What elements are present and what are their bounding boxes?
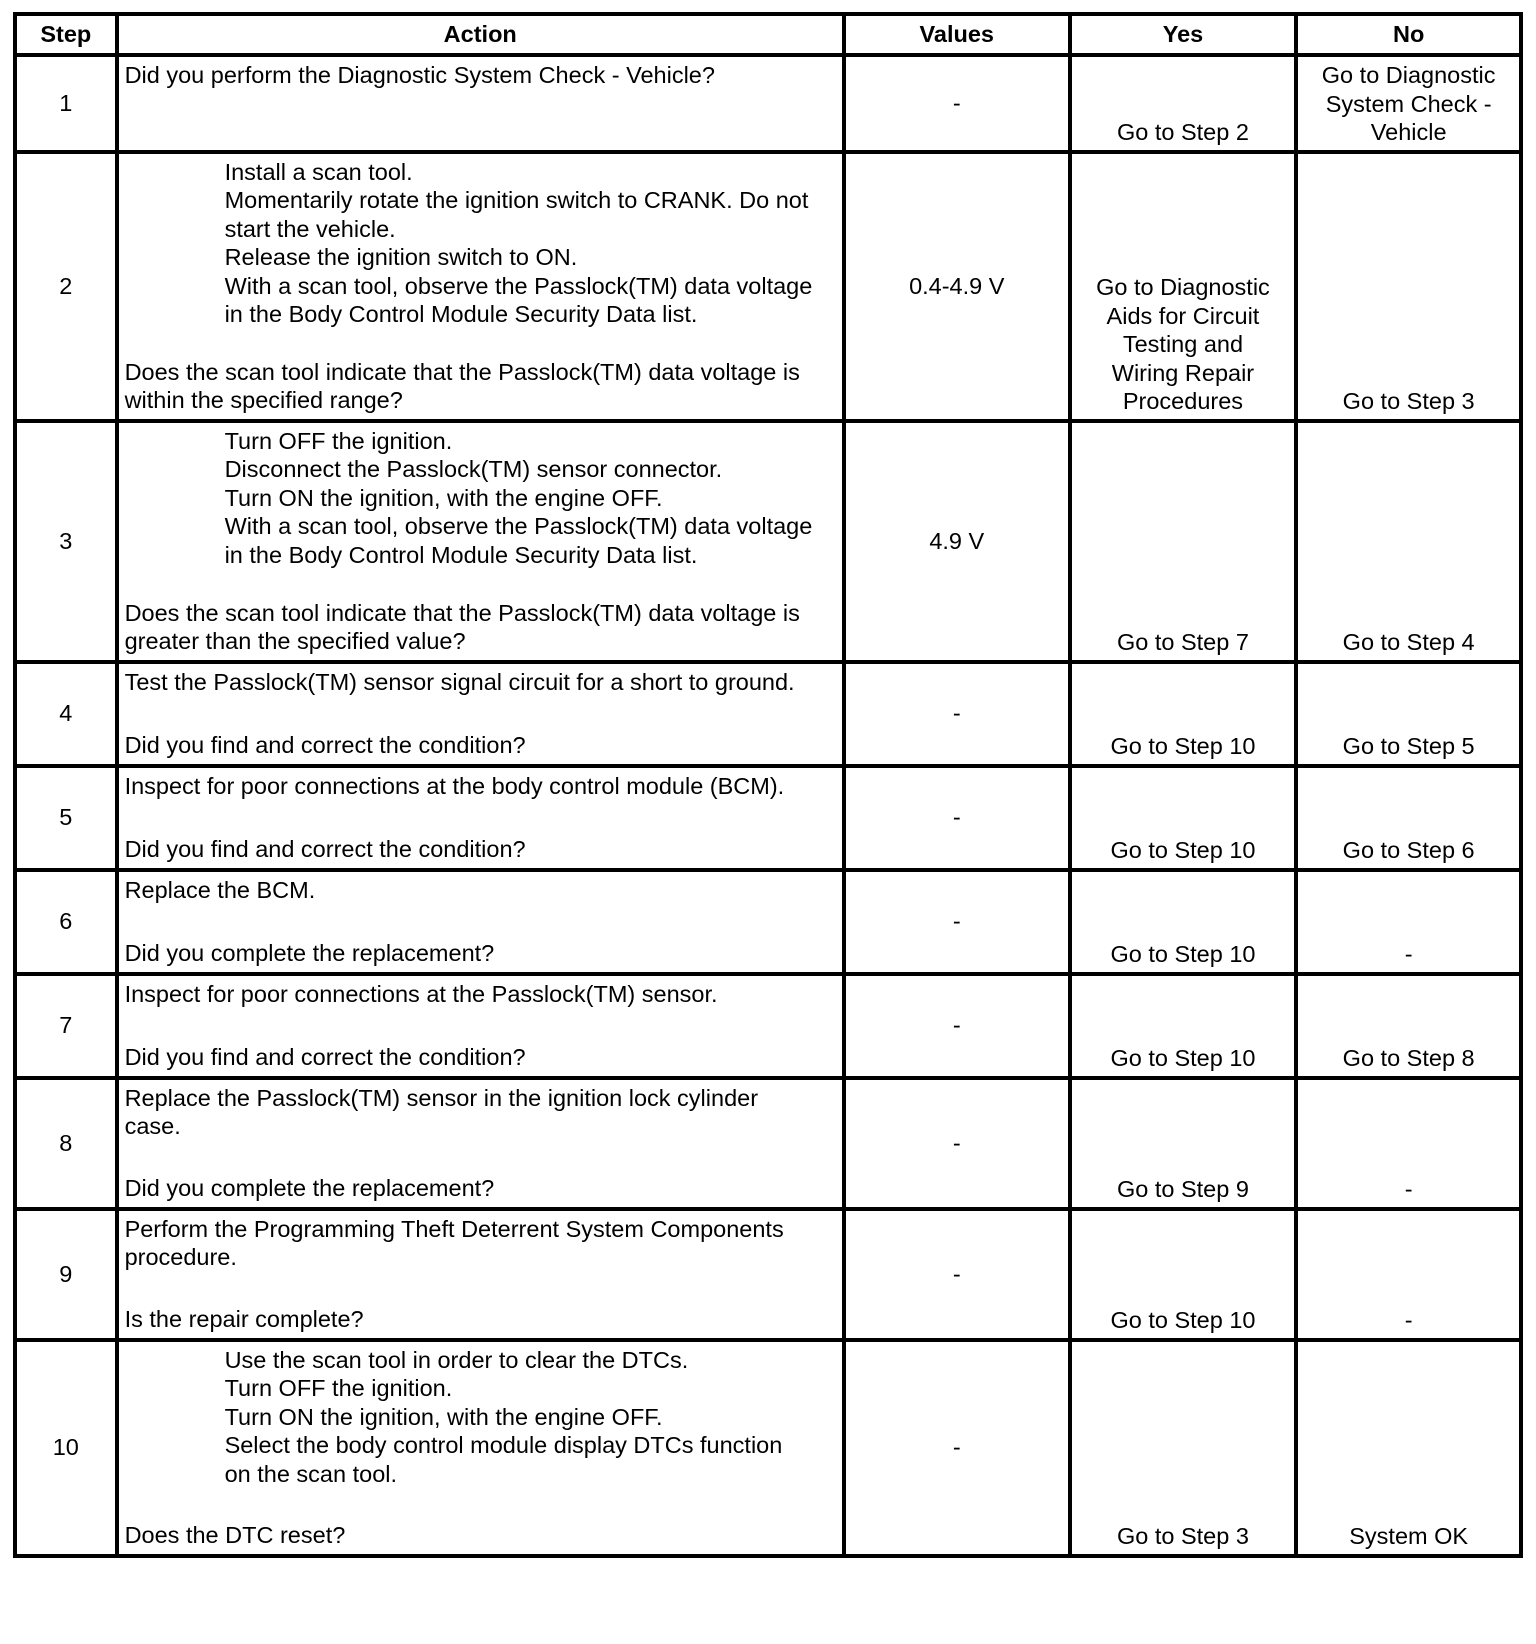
yes-text: Aids for Circuit [1106, 302, 1260, 329]
action-question [125, 1305, 836, 1334]
action-text: Perform the Programming Theft Deterrent System Components [124, 1215, 784, 1242]
instruction-line: Use the scan tool in order to clear the DTCs. [224, 1346, 689, 1373]
instruction-line: in the Body Control Module Security Data list. [224, 301, 698, 327]
yes-cell [1070, 974, 1297, 1078]
header-values: Values [844, 14, 1070, 55]
no-text: Go to Step 4 [1342, 629, 1475, 655]
yes-text: Go to Step 10 [1110, 1307, 1256, 1333]
values-cell: - [844, 662, 1070, 766]
no-cell [1296, 662, 1521, 766]
no-cell [1296, 766, 1521, 870]
action-spacer [125, 696, 836, 731]
action-question [125, 599, 836, 656]
values-cell: - [844, 1340, 1070, 1556]
instruction-line: Select the body control module display DTCs function [224, 1432, 783, 1458]
no-text: Vehicle [1370, 119, 1447, 145]
table-row [15, 1209, 1521, 1340]
action-intro [125, 1215, 836, 1272]
step-number: 4 [15, 662, 117, 766]
action-cell [117, 1078, 844, 1209]
yes-cell [1070, 421, 1297, 662]
instruction-line: With a scan tool, observe the Passlock(TM) data voltage [224, 272, 813, 299]
values-cell: - [844, 974, 1070, 1078]
action-instructions [125, 427, 836, 570]
header-no: No [1296, 14, 1521, 55]
action-question [125, 358, 836, 415]
instruction-line: Disconnect the Passlock(TM) sensor connector. [224, 456, 723, 482]
action-question [125, 1521, 836, 1550]
table-row [15, 870, 1521, 974]
action-instructions [125, 1346, 836, 1489]
no-cell [1296, 974, 1521, 1078]
action-text: Did you perform the Diagnostic System Check - Vehicle? [124, 62, 715, 88]
values-cell: - [844, 55, 1070, 152]
action-cell [117, 421, 844, 662]
no-text: - [1404, 1176, 1413, 1202]
step-number: 10 [15, 1340, 117, 1556]
action-spacer [125, 904, 836, 939]
action-spacer [125, 1008, 836, 1043]
values-cell: - [844, 870, 1070, 974]
action-intro [125, 980, 836, 1009]
instruction-line: Momentarily rotate the ignition switch to CRANK. Do not [224, 187, 809, 213]
action-content [125, 772, 836, 864]
no-cell [1296, 1209, 1521, 1340]
action-content [125, 158, 836, 415]
action-spacer [125, 1141, 836, 1175]
action-cell [117, 152, 844, 421]
action-cell [117, 1209, 844, 1340]
action-text: Replace the BCM. [124, 876, 316, 903]
yes-cell [1070, 1340, 1297, 1556]
yes-text: Testing and [1122, 331, 1244, 357]
yes-text: Wiring Repair [1111, 359, 1255, 386]
action-text: Inspect for poor connections at the body control module (BCM). [124, 772, 785, 799]
yes-text: Go to Step 3 [1116, 1523, 1249, 1549]
yes-cell [1070, 1078, 1297, 1209]
action-cell [117, 1340, 844, 1556]
yes-text: Go to Step 7 [1116, 629, 1249, 655]
action-spacer [125, 1272, 836, 1306]
yes-text: Go to Step 9 [1116, 1176, 1249, 1202]
action-spacer [125, 329, 836, 358]
action-intro [125, 876, 836, 905]
instruction-line: Install a scan tool. [224, 158, 413, 185]
values-cell: 4.9 V [844, 421, 1070, 662]
no-cell [1296, 1340, 1521, 1556]
no-text: Go to Step 8 [1342, 1045, 1475, 1071]
action-intro [125, 1084, 836, 1141]
table-row [15, 1340, 1521, 1556]
action-content [125, 1084, 836, 1203]
instruction-line: start the vehicle. [224, 215, 396, 242]
yes-text: Go to Step 10 [1110, 941, 1256, 967]
step-number: 7 [15, 974, 117, 1078]
yes-text: Go to Step 10 [1110, 733, 1256, 759]
header-row [15, 14, 1521, 55]
yes-cell [1070, 152, 1297, 421]
step-number: 9 [15, 1209, 117, 1340]
no-text: - [1404, 941, 1413, 967]
instruction-line: Turn ON the ignition, with the engine OFF. [224, 484, 663, 511]
no-text: - [1404, 1307, 1413, 1333]
action-cell [117, 55, 844, 152]
action-content [125, 1346, 836, 1550]
action-text: Inspect for poor connections at the Passlock(TM) sensor. [124, 980, 718, 1007]
step-number: 6 [15, 870, 117, 974]
yes-cell [1070, 55, 1297, 152]
yes-text: Procedures [1122, 388, 1244, 414]
action-question [125, 1174, 836, 1203]
yes-cell [1070, 662, 1297, 766]
table-row [15, 421, 1521, 662]
table-row [15, 1078, 1521, 1209]
yes-text: Go to Step 10 [1110, 837, 1256, 863]
action-intro [125, 668, 836, 697]
instruction-line: on the scan tool. [224, 1460, 398, 1487]
action-intro [125, 61, 836, 90]
header-step: Step [15, 14, 117, 55]
no-text: Go to Step 6 [1342, 837, 1475, 863]
yes-cell [1070, 766, 1297, 870]
action-spacer [125, 1488, 836, 1521]
action-text: procedure. [124, 1244, 237, 1270]
header-action: Action [117, 14, 844, 55]
action-content [125, 61, 836, 143]
question-text: within the specified range? [124, 387, 403, 413]
header-yes: Yes [1070, 14, 1297, 55]
action-cell [117, 662, 844, 766]
instruction-line: Release the ignition switch to ON. [224, 244, 578, 270]
action-question [125, 731, 836, 760]
values-cell: 0.4-4.9 V [844, 152, 1070, 421]
step-number: 8 [15, 1078, 117, 1209]
step-number: 3 [15, 421, 117, 662]
no-text: System Check - [1325, 90, 1492, 117]
no-text: Go to Step 5 [1342, 733, 1475, 759]
no-cell [1296, 870, 1521, 974]
step-number: 2 [15, 152, 117, 421]
question-text: Is the repair complete? [124, 1306, 364, 1332]
action-spacer [125, 800, 836, 835]
yes-cell [1070, 1209, 1297, 1340]
action-content [125, 1215, 836, 1334]
action-text: case. [124, 1113, 181, 1139]
diagnostic-table [13, 12, 1523, 1558]
question-text: Does the DTC reset? [124, 1522, 346, 1548]
action-content [125, 876, 836, 968]
action-cell [117, 870, 844, 974]
question-text: Did you find and correct the condition? [124, 1044, 526, 1070]
question-text: Did you complete the replacement? [124, 940, 495, 966]
action-content [125, 980, 836, 1072]
question-text: greater than the specified value? [124, 628, 466, 654]
instruction-line: With a scan tool, observe the Passlock(TM) data voltage [224, 513, 813, 539]
no-cell [1296, 55, 1521, 152]
instruction-line: Turn OFF the ignition. [224, 427, 453, 454]
step-number: 1 [15, 55, 117, 152]
no-text: Go to Diagnostic [1321, 62, 1496, 88]
table-row [15, 974, 1521, 1078]
action-text: Test the Passlock(TM) sensor signal circuit for a short to ground. [124, 668, 795, 695]
yes-cell [1070, 870, 1297, 974]
yes-text: Go to Diagnostic [1096, 274, 1270, 300]
yes-text: Go to Step 2 [1116, 119, 1249, 145]
instruction-line: in the Body Control Module Security Data list. [224, 541, 698, 568]
instruction-line: Turn OFF the ignition. [224, 1375, 453, 1401]
table-row [15, 766, 1521, 870]
values-cell: - [844, 766, 1070, 870]
table-row [15, 55, 1521, 152]
table-row [15, 662, 1521, 766]
action-question [125, 835, 836, 864]
action-question [125, 1043, 836, 1072]
values-cell: - [844, 1078, 1070, 1209]
question-text: Did you complete the replacement? [124, 1175, 495, 1201]
action-spacer [125, 569, 836, 599]
step-number: 5 [15, 766, 117, 870]
instruction-line: Turn ON the ignition, with the engine OFF. [224, 1403, 663, 1430]
question-text: Does the scan tool indicate that the Passlock(TM) data voltage is [124, 358, 800, 385]
action-cell [117, 766, 844, 870]
yes-text: Go to Step 10 [1110, 1045, 1256, 1071]
values-cell: - [844, 1209, 1070, 1340]
action-question [125, 939, 836, 968]
question-text: Does the scan tool indicate that the Passlock(TM) data voltage is [124, 599, 800, 626]
action-text: Replace the Passlock(TM) sensor in the ignition lock cylinder [124, 1084, 759, 1111]
question-text: Did you find and correct the condition? [124, 836, 526, 862]
no-text: Go to Step 3 [1342, 388, 1475, 414]
no-cell [1296, 1078, 1521, 1209]
no-text: System OK [1349, 1523, 1469, 1549]
action-intro [125, 772, 836, 801]
table-row [15, 152, 1521, 421]
action-instructions [125, 158, 836, 329]
no-cell [1296, 152, 1521, 421]
question-text: Did you find and correct the condition? [124, 732, 526, 758]
action-cell [117, 974, 844, 1078]
action-content [125, 668, 836, 760]
no-cell [1296, 421, 1521, 662]
action-content [125, 427, 836, 656]
